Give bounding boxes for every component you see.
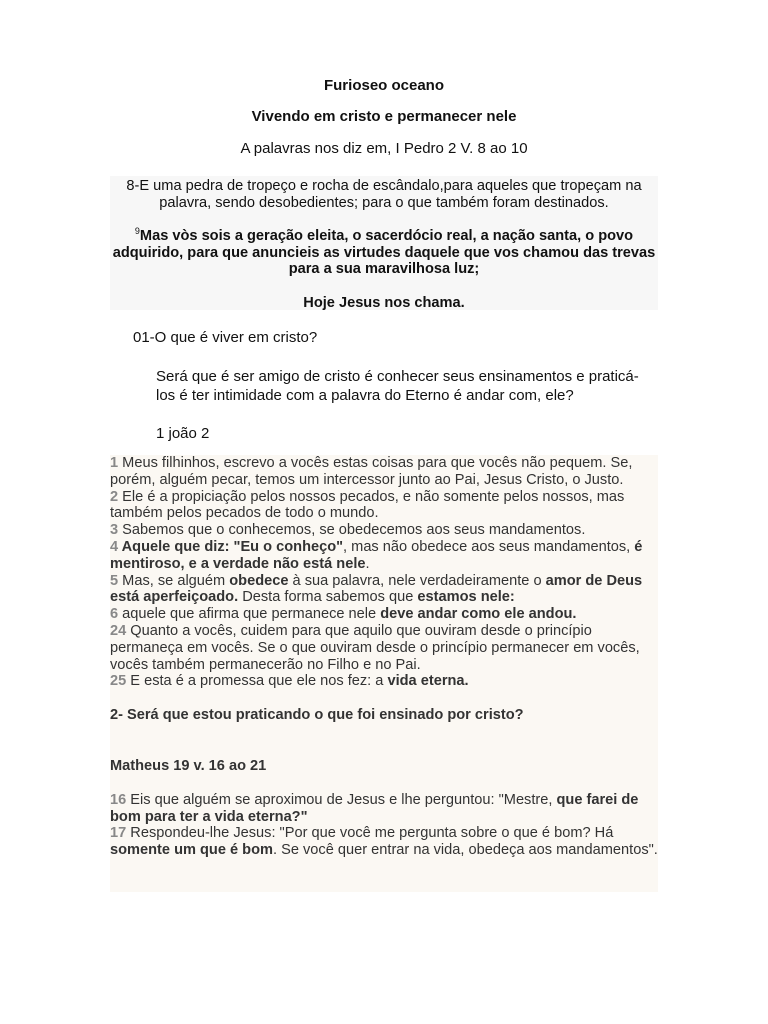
joao-reference: 1 joão 2 [156,425,210,442]
verse-17: 17 Respondeu-lhe Jesus: "Por que você me pergunta sobre o que é bom? Há somente um que é bom. Se você quer entrar na vida, obedeça aos mandamentos". [110,825,658,859]
matheus-reference: Matheus 19 v. 16 ao 21 [110,757,267,774]
verse-5: 5 Mas, se alguém obedece à sua palavra, nele verdadeiramente o amor de Deus está aperfeiçoado. Desta forma sabemos que estamos nele: [110,572,643,606]
document-title: Furioseo oceano [323,77,445,94]
verse-4: 4 Aquele que diz: "Eu o conheço", mas não obedece aos seus mandamentos, é mentiroso, e a verdade não está nele. [110,538,643,572]
pedro-passage-box [110,176,658,310]
pedro-verse-9 [110,228,658,278]
pedro-closing: Hoje Jesus nos chama. [303,294,465,311]
verse-2: 2 Ele é a propiciação pelos nossos pecados, e não somente pelos nossos, mas também pelos pecados de todo o mundo. [110,488,625,522]
verse-6: 6 aquele que afirma que permanece nele deve andar como ele andou. [110,606,577,623]
verse-25: 25 E esta é a promessa que ele nos fez: a vida eterna. [110,673,469,690]
verse-24: 24 Quanto a vocês, cuidem para que aquilo que ouviram desde o princípio permaneça em vocês. Se o que ouviram desde o princípio permanecer em vocês, vocês também permanecerão no Filho e no Pai. [110,622,640,673]
question-1: 01-O que é viver em cristo? [133,329,318,346]
scripture-reference: A palavras nos diz em, I Pedro 2 V. 8 ao 10 [240,140,528,157]
verse-1: 1 Meus filhinhos, escrevo a vocês estas coisas para que vocês não pequem. Se, porém, alguém pecar, temos um intercessor junto ao Pai, Jesus Cristo, o Justo. [110,455,633,488]
verse-16: 16 Eis que alguém se aproximou de Jesus e lhe perguntou: "Mestre, que farei de bom para ter a vida eterna?" [110,791,639,825]
pedro-verse-9-text: Mas vòs sois a geração eleita, o sacerdócio real, a nação santa, o povo adquirido, para que anuncieis as virtudes daquele que vos chamou das trevas para a sua maravilhosa luz; [112,228,656,277]
question-2: 2- Será que estou praticando o que foi ensinado por cristo? [110,707,524,724]
bible-passage-box [110,455,658,892]
pedro-verse-8: 8-E uma pedra de tropeço e rocha de escândalo,para aqueles que tropeçam na palavra, sendo desobedientes; para o que também foram destinados. [126,178,642,211]
verse-3: 3 Sabemos que o conhecemos, se obedecemos aos seus mandamentos. [110,522,586,539]
verse-number: 9 [134,226,140,237]
document-subtitle: Vivendo em cristo e permanecer nele [251,108,517,125]
answer-1: Será que é ser amigo de cristo é conhecer seus ensinamentos e praticá-los é ter intimidade com a palavra do Eterno é andar com, ele? [156,368,639,404]
